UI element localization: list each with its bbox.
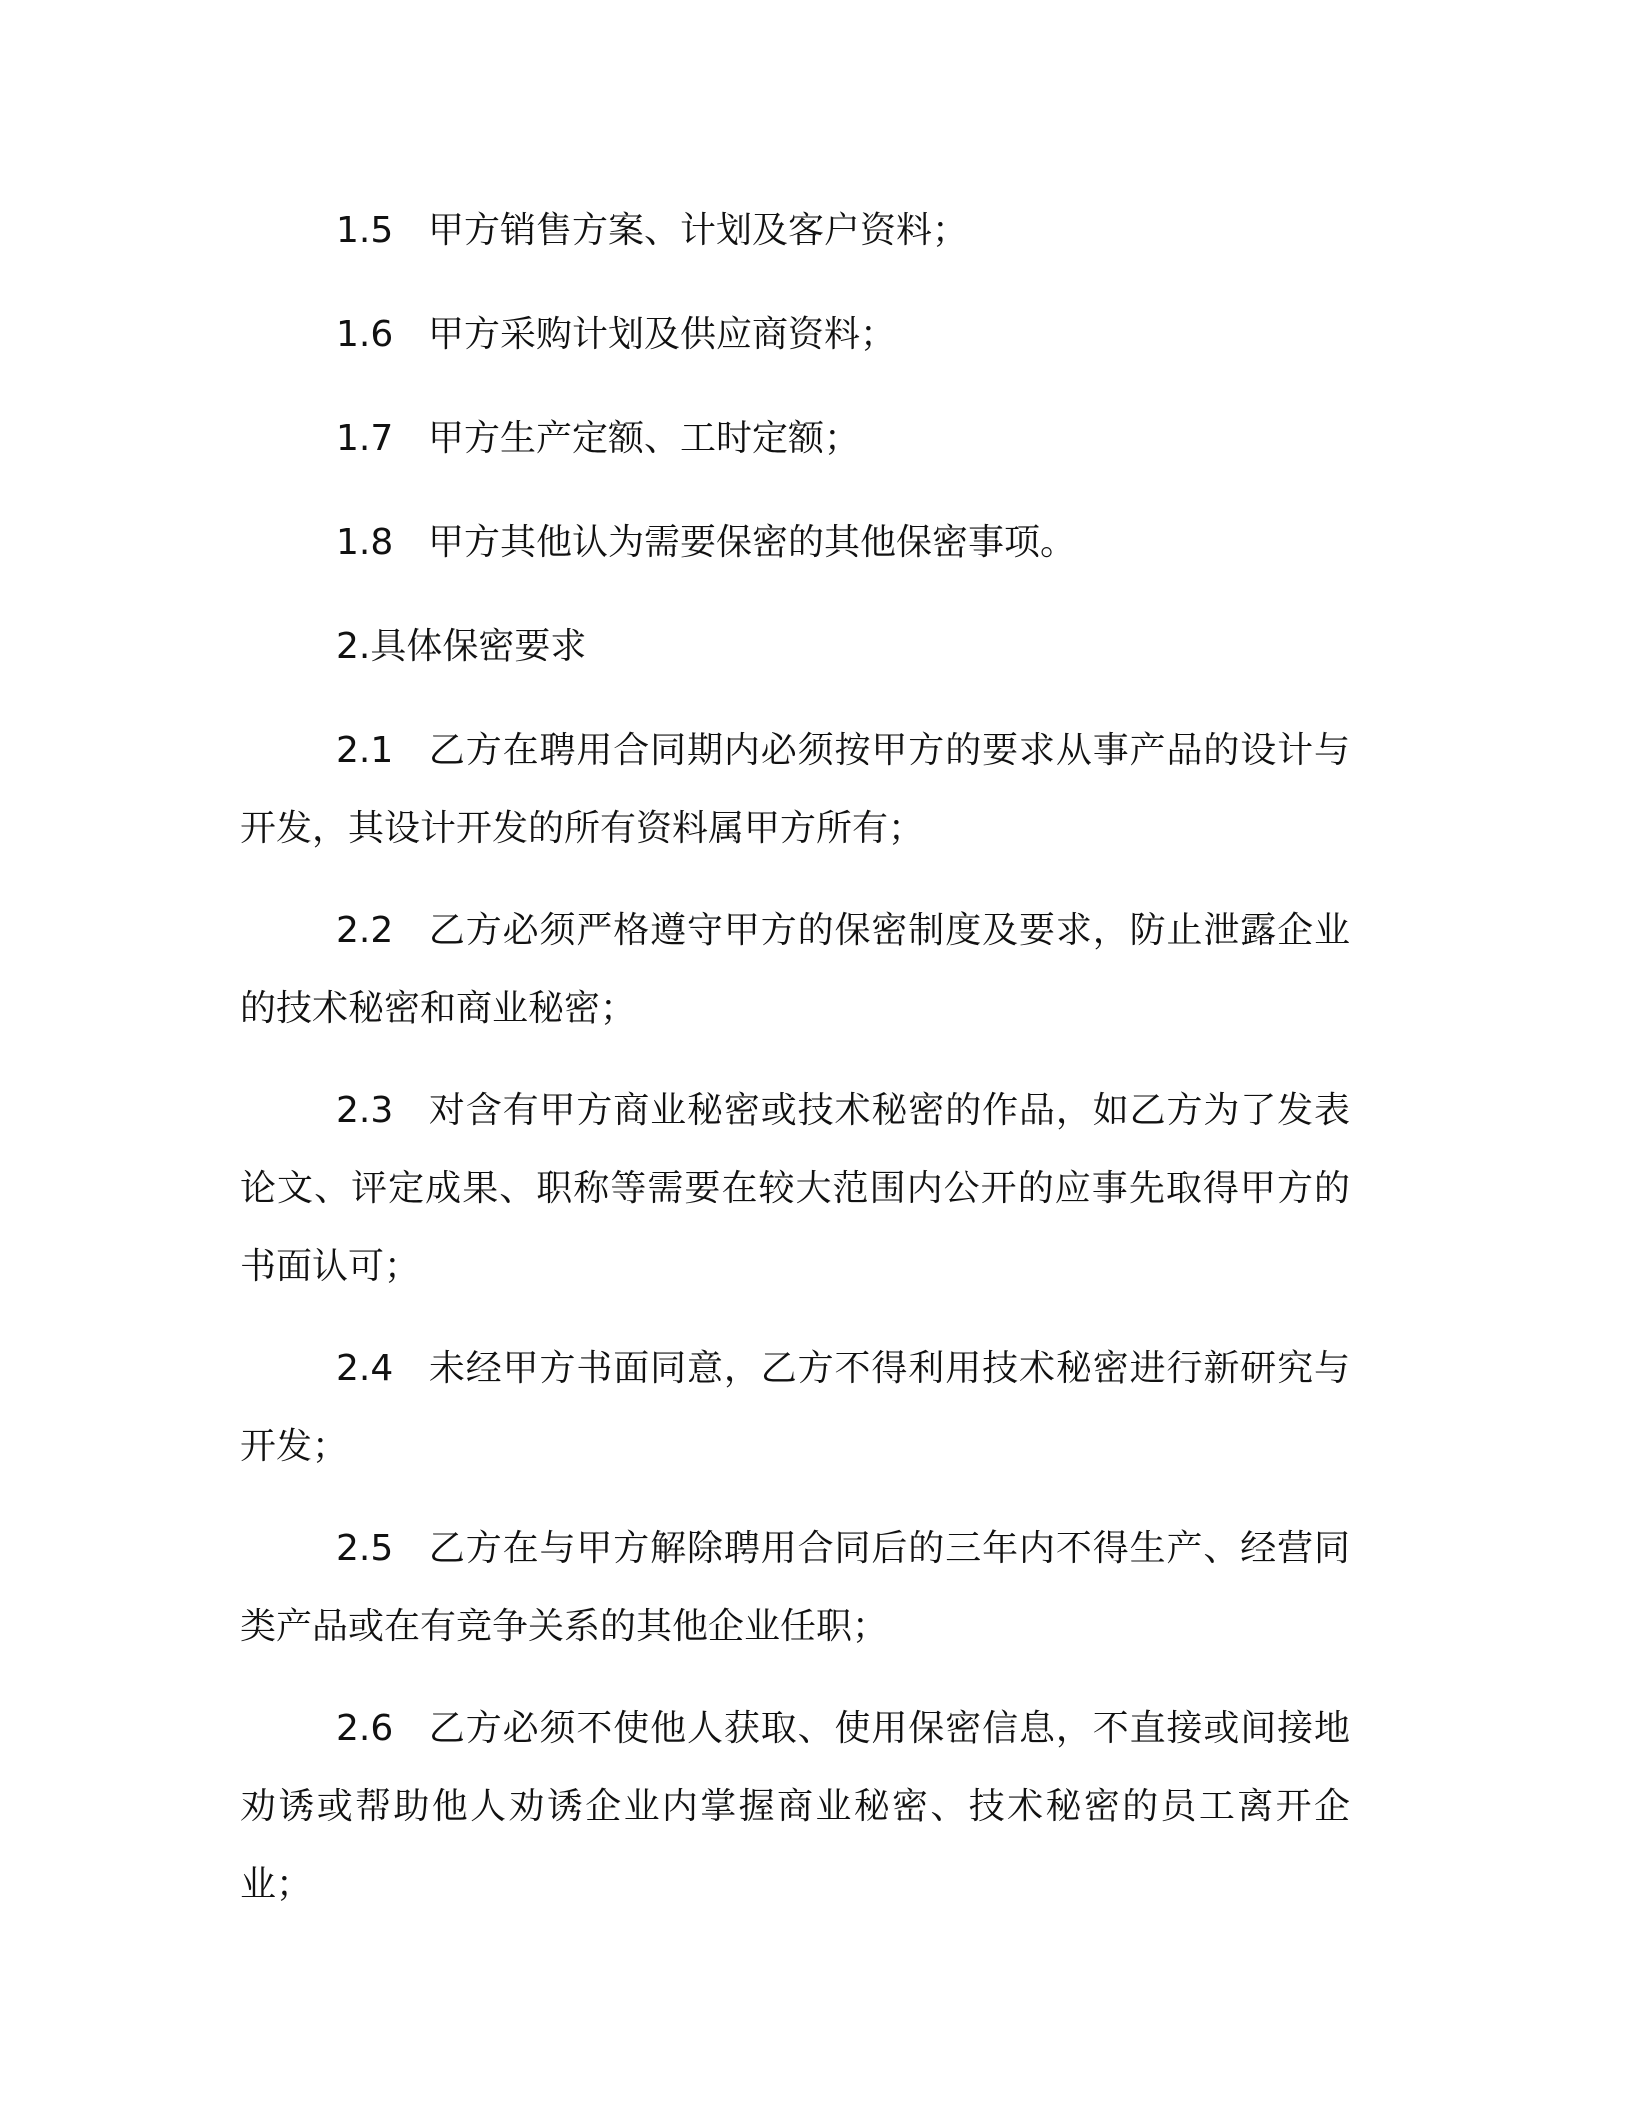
clause-1-7	[240, 400, 1350, 478]
clause-number: 2.6	[336, 1708, 394, 1749]
clause-text: 乙方必须不使他人获取、使用保密信息，不直接或间接地劝诱或帮助他人劝诱企业内掌握商业秘密、技术秘密的员工离开企业；	[240, 1708, 1350, 1905]
clause-number: 2.1	[336, 730, 394, 771]
clause-2-2	[240, 892, 1350, 1048]
clause-1-8	[240, 504, 1350, 582]
section-heading-2	[240, 608, 1350, 686]
clause-number: 1.6	[336, 314, 394, 355]
clause-2-5	[240, 1510, 1350, 1666]
clause-number: 1.5	[336, 210, 394, 251]
clause-2-4	[240, 1330, 1350, 1486]
clause-text: 甲方其他认为需要保密的其他保密事项。	[428, 522, 1077, 563]
section-title: 具体保密要求	[370, 626, 587, 667]
clause-text: 乙方在与甲方解除聘用合同后的三年内不得生产、经营同类产品或在有竞争关系的其他企业任职；	[240, 1528, 1350, 1647]
clause-2-1	[240, 712, 1350, 868]
clause-1-6	[240, 296, 1350, 374]
clause-number: 1.7	[336, 418, 394, 459]
clause-text: 甲方采购计划及供应商资料；	[428, 314, 897, 355]
document-body	[240, 192, 1350, 1948]
clause-number: 2.3	[336, 1090, 394, 1131]
clause-text: 对含有甲方商业秘密或技术秘密的作品，如乙方为了发表论文、评定成果、职称等需要在较大范围内公开的应事先取得甲方的书面认可；	[240, 1090, 1350, 1287]
clause-text: 甲方生产定额、工时定额；	[428, 418, 861, 459]
clause-2-3	[240, 1072, 1350, 1306]
clause-text: 乙方在聘用合同期内必须按甲方的要求从事产品的设计与开发，其设计开发的所有资料属甲方所有；	[240, 730, 1350, 849]
clause-2-6	[240, 1690, 1350, 1924]
clause-number: 2.2	[336, 910, 394, 951]
clause-number: 2.4	[336, 1348, 394, 1389]
clause-text: 乙方必须严格遵守甲方的保密制度及要求，防止泄露企业的技术秘密和商业秘密；	[240, 910, 1350, 1029]
clause-text: 未经甲方书面同意，乙方不得利用技术秘密进行新研究与开发；	[240, 1348, 1350, 1467]
clause-1-5	[240, 192, 1350, 270]
section-number: 2.	[336, 626, 371, 667]
clause-text: 甲方销售方案、计划及客户资料；	[428, 210, 969, 251]
clause-number: 2.5	[336, 1528, 394, 1569]
clause-number: 1.8	[336, 522, 394, 563]
